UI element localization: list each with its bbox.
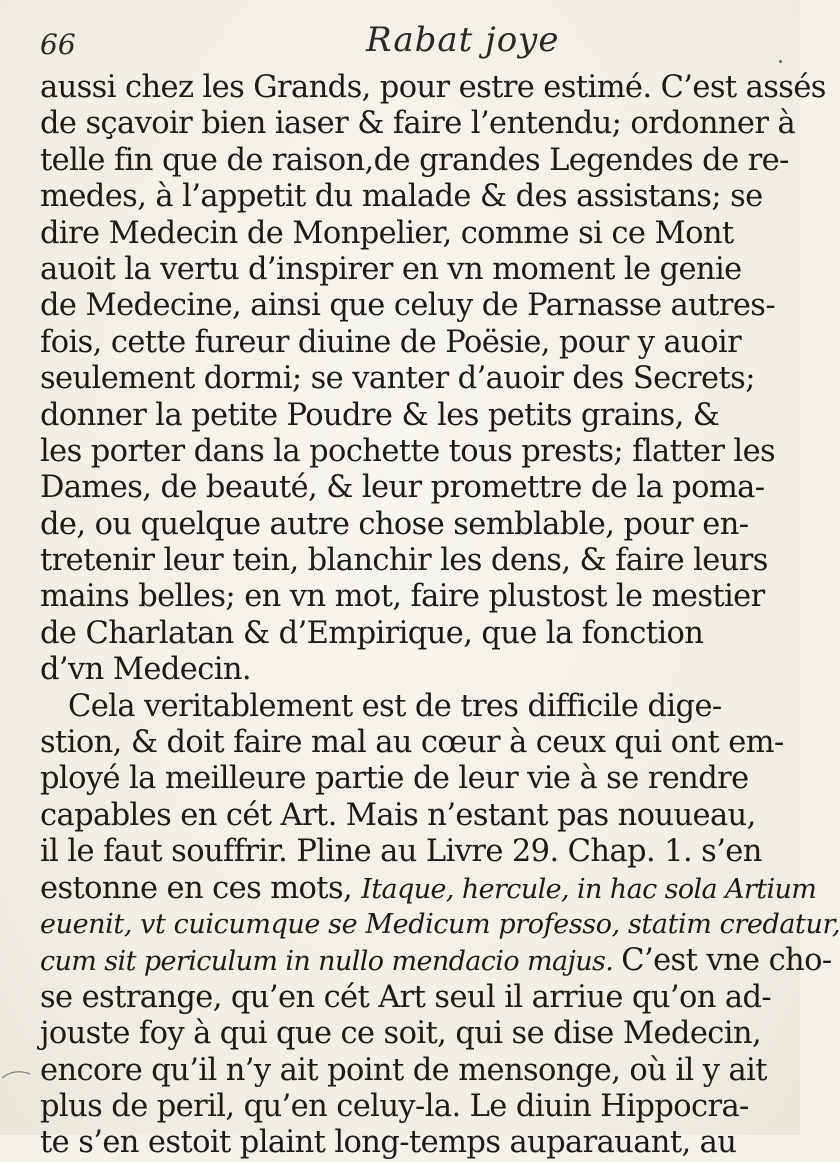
text-line: donner la petite Poudre & les petits grains, & [40, 397, 720, 433]
text-line: fois, cette fureur diuine de Poësie, pour y auoir [40, 324, 742, 360]
running-title: Rabat joye [366, 20, 560, 60]
paragraph-start-line: Cela veritablement est de tres difficile dige- [68, 688, 722, 724]
text-line: de, ou quelque autre chose semblable, pour en- [40, 506, 749, 542]
text-line: stion, & doit faire mal au cœur à ceux qui ont em- [40, 725, 784, 761]
ink-speck [779, 60, 782, 63]
text-line: jouste foy à qui que ce soit, qui se dise Medecin, [40, 1016, 762, 1052]
text-line: de sçavoir bien iaser & faire l’entendu; ordonner à [40, 106, 796, 142]
text-line: les porter dans la pochette tous prests; flatter les [40, 433, 776, 469]
page-header [40, 18, 760, 66]
page-fold-mark [0, 1066, 40, 1126]
text-line: se estrange, qu’en cét Art seul il arriue qu’on ad- [40, 979, 772, 1015]
text-line: te s’en estoit plaint long-temps auparauant, au [40, 1125, 737, 1161]
text-line: auoit la vertu d’inspirer en vn moment le genie [40, 251, 742, 287]
text-line: telle fin que de raison,de grandes Legendes de re- [40, 142, 789, 178]
text-line: plus de peril, qu’en celuy-la. Le diuin Hippocra- [40, 1088, 749, 1124]
text-line: mains belles; en vn mot, faire plustost le mestier [40, 579, 765, 615]
text-line: aussi chez les Grands, pour estre estimé. C’est assés [40, 70, 826, 105]
text-line: Dames, de beauté, & leur promettre de la poma- [40, 470, 765, 506]
text-line: de Medecine, ainsi que celuy de Parnasse autres- [40, 288, 776, 324]
text-line: tretenir leur tein, blanchir les dens, & faire leurs [40, 543, 768, 579]
text-line: dire Medecin de Monpelier, comme si ce Mont [40, 215, 734, 251]
body-text [40, 70, 840, 1162]
latin-quote-start: Itaque, hercule, in hac sola Artium [361, 873, 817, 905]
text-line: encore qu’il n’y ait point de mensonge, où il y ait [40, 1052, 767, 1088]
text-line: il le faut souffrir. Pline au Livre 29. Chap. 1. s’en [40, 834, 762, 870]
text-line: ployé la meilleure partie de leur vie à se rendre [40, 761, 749, 797]
text-line: de Charlatan & d’Empirique, que la fonction [40, 615, 704, 651]
text-line: cum sit periculum in nullo mendacio majus. C’est vne cho- [40, 943, 832, 979]
latin-quote-line: euenit, vt cuicumque se Medicum professo, statim credatur, [40, 908, 840, 940]
text-line: seulement dormi; se vanter d’auoir des Secrets; [40, 361, 755, 397]
latin-quote-end: cum sit periculum in nullo mendacio majus. [40, 946, 622, 978]
text-line: estonne en ces mots, Itaque, hercule, in hac sola Artium [40, 870, 817, 906]
text-line: medes, à l’appetit du malade & des assistans; se [40, 179, 763, 215]
page-number: 66 [40, 28, 76, 61]
text-line: d’vn Medecin. [40, 652, 252, 688]
text-line: capables en cét Art. Mais n’estant pas nouueau, [40, 797, 756, 833]
